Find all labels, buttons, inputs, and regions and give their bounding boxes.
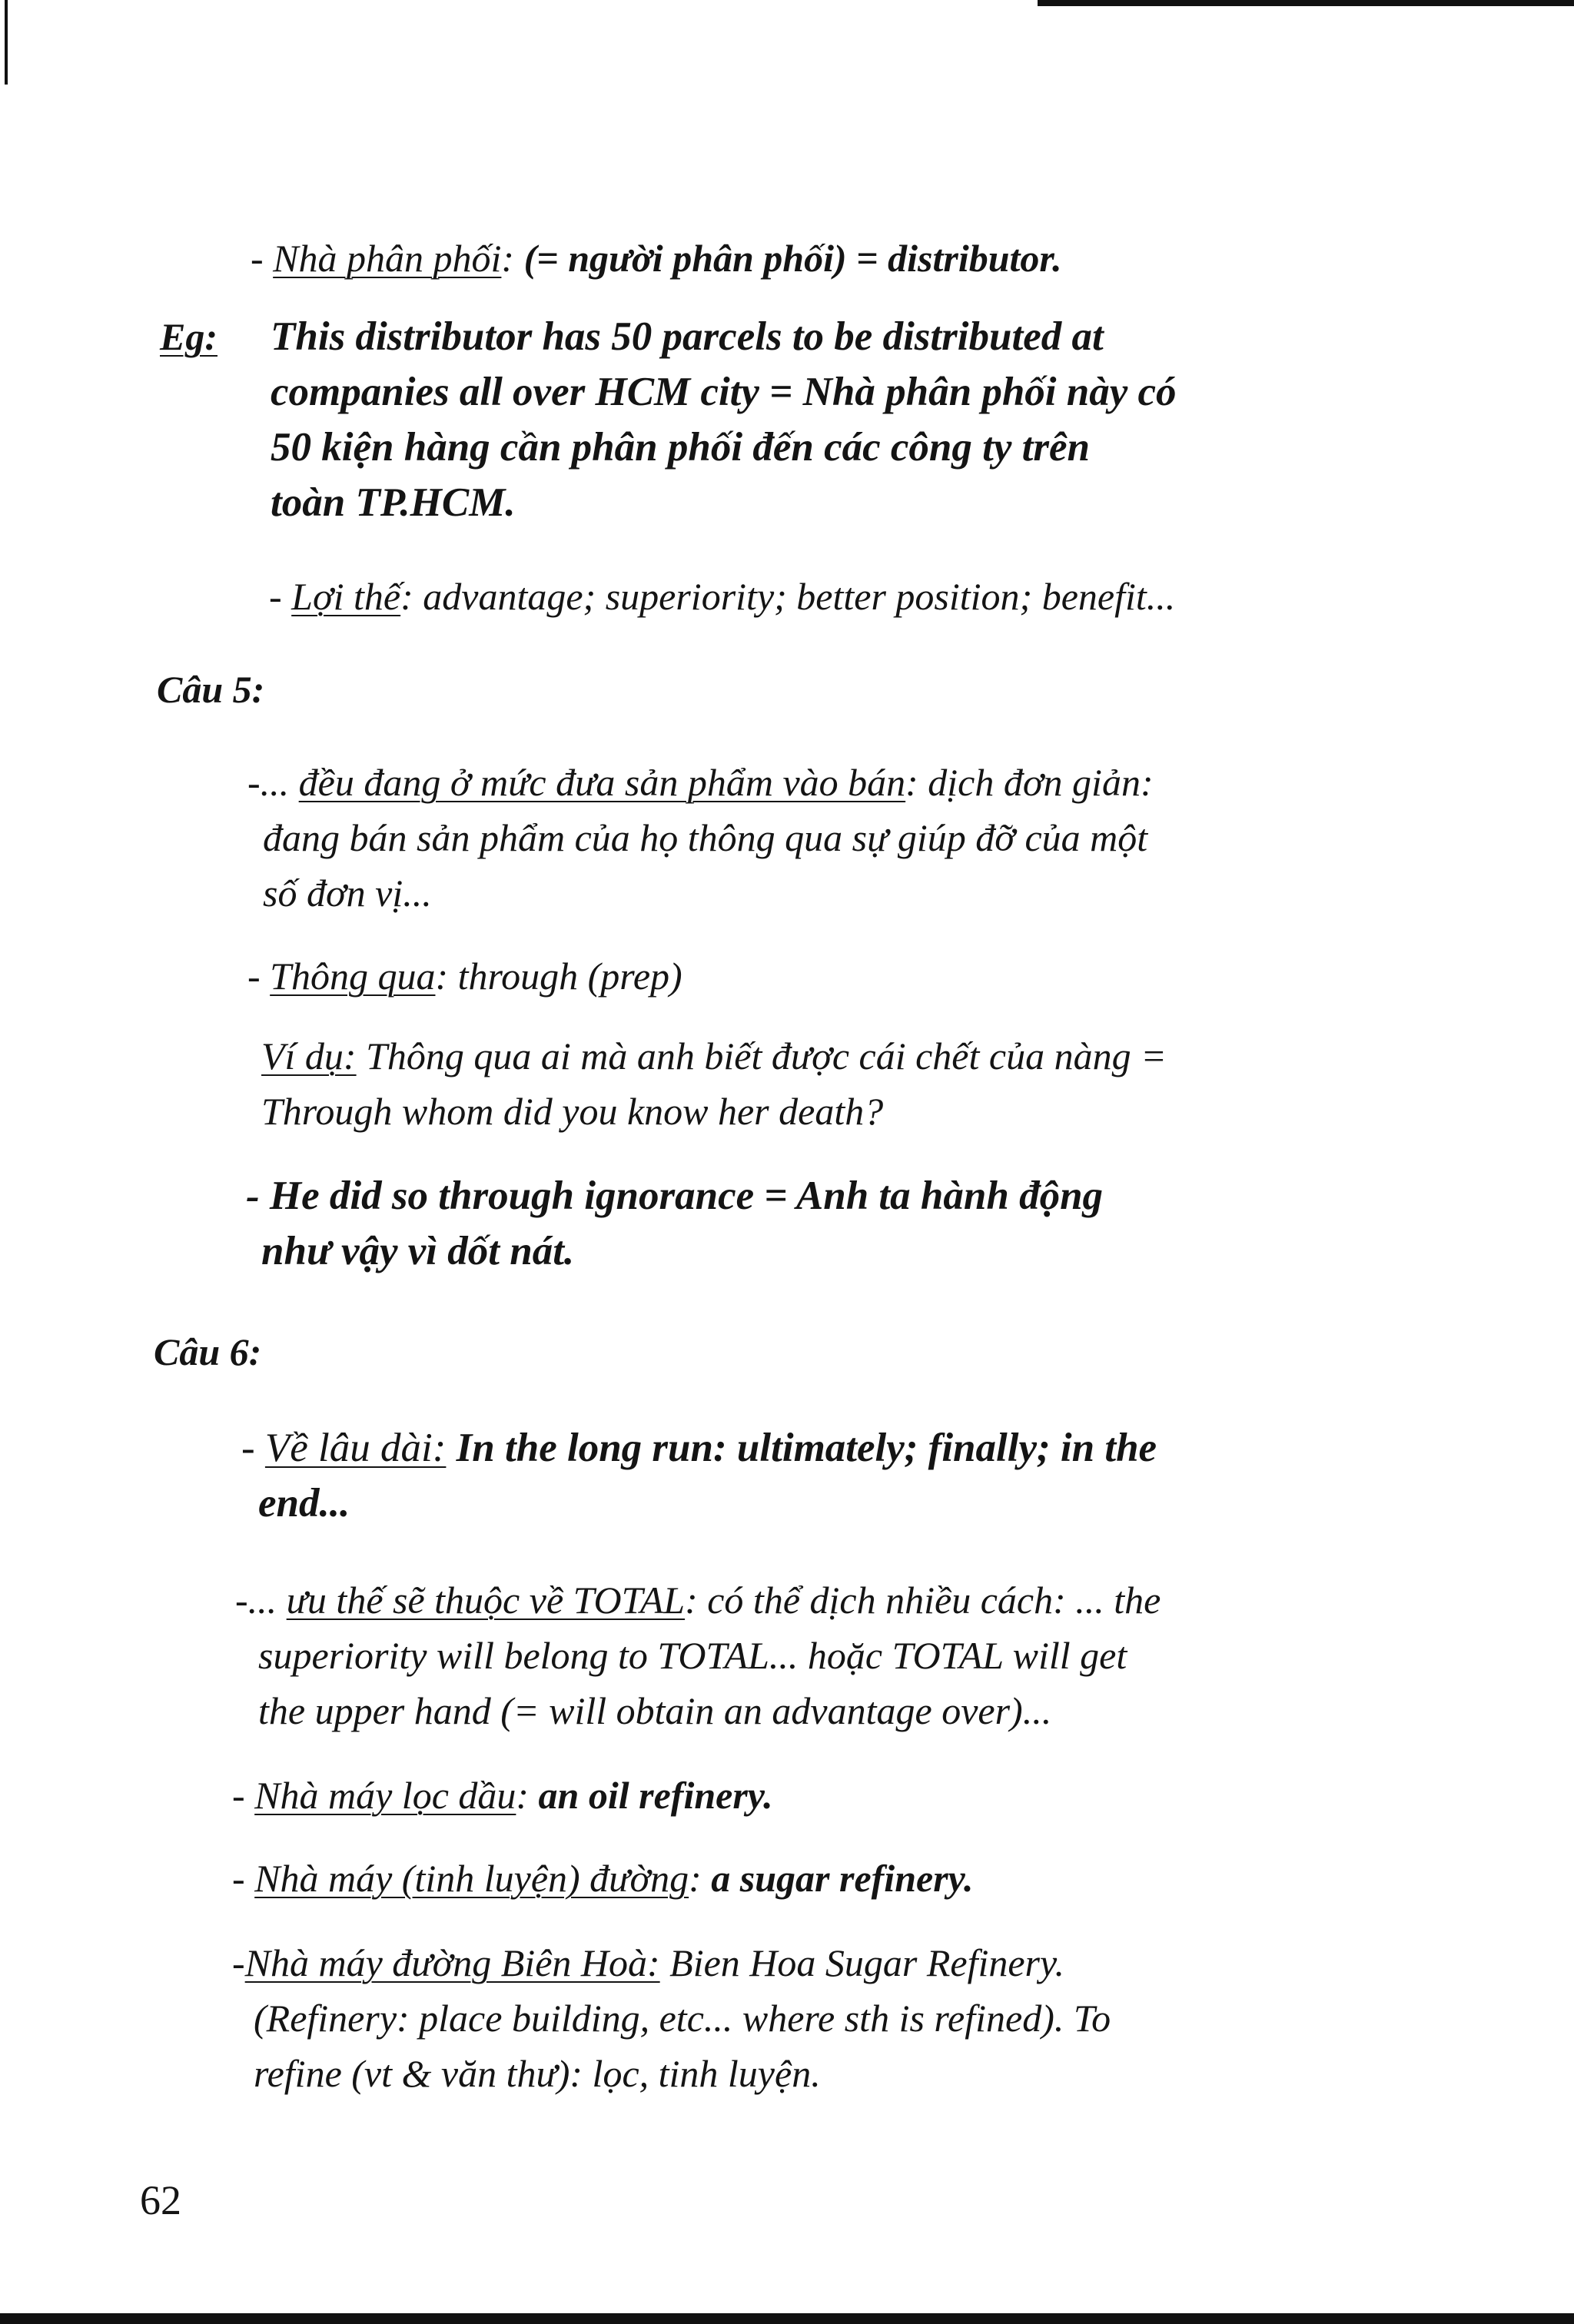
entry-line: superiority will belong to TOTAL... hoặc TOTAL will get [258, 1634, 1127, 1677]
example-text [271, 309, 1177, 530]
entry-advantage [269, 569, 1175, 624]
example-line: như vậy vì dốt nát. [261, 1229, 575, 1273]
entry-line: the upper hand (= will obtain an advantage over)... [258, 1689, 1052, 1732]
entry-dash: - [232, 1941, 245, 1984]
example-line: Through whom did you know her death? [261, 1090, 884, 1133]
entry-through [247, 948, 682, 1004]
section-heading-text: Câu 5: [157, 668, 265, 711]
example-ignorance [246, 1168, 1103, 1279]
entry-line: end... [258, 1481, 350, 1526]
scan-border-bottom [0, 2313, 1574, 2324]
example-line: This distributor has 50 parcels to be distributed at [271, 314, 1104, 359]
entry-term: đều đang ở mức đưa sản phẩm vào bán [298, 761, 906, 804]
example-label-text: Eg: [160, 315, 218, 358]
page-number: 62 [140, 2177, 181, 2223]
entry-term: Thông qua [270, 954, 436, 998]
example-term: Ví dụ: [261, 1034, 357, 1077]
entry-term: Về lâu dài: [264, 1426, 447, 1470]
example-line: 50 kiện hàng cần phân phối đến các công ty trên [271, 425, 1090, 470]
section-heading-cau-6 [154, 1330, 261, 1374]
scan-border-left [5, 0, 8, 85]
example-definition: Thông qua ai mà anh biết được cái chết của nàng = [356, 1034, 1167, 1077]
entry-selling-products [247, 755, 1154, 921]
entry-bien-hoa-refinery [232, 1935, 1111, 2101]
entry-definition: : advantage; superiority; better position; benefit... [400, 575, 1176, 618]
entry-definition: : có thể dịch nhiều cách: ... the [685, 1579, 1161, 1622]
entry-line: đang bán sản phẩm của họ thông qua sự giúp đỡ của một [263, 816, 1148, 859]
entry-definition: a sugar refinery. [711, 1857, 974, 1900]
section-heading-text: Câu 6: [154, 1330, 262, 1373]
entry-sugar-refinery [232, 1851, 974, 1906]
entry-colon: : [689, 1857, 712, 1900]
section-heading-cau-5 [157, 667, 264, 712]
example-line: companies all over HCM city = Nhà phân phối này có [271, 370, 1177, 414]
entry-definition: an oil refinery. [538, 1774, 773, 1817]
entry-term: ưu thế sẽ thuộc về TOTAL [286, 1579, 686, 1622]
example-label [160, 309, 218, 364]
entry-dash: - [247, 954, 271, 998]
entry-oil-refinery [232, 1768, 773, 1823]
entry-term: Nhà máy (tinh luyện) đường [254, 1857, 689, 1900]
entry-term: Lợi thế [291, 575, 401, 618]
entry-line: refine (vt & văn thư): lọc, tinh luyện. [254, 2052, 821, 2095]
entry-colon: : [501, 237, 524, 280]
entry-definition: : through (prep) [435, 954, 682, 998]
example-through [261, 1028, 1167, 1139]
entry-superiority [235, 1572, 1161, 1738]
entry-line: số đơn vị... [263, 872, 432, 915]
entry-term: Nhà máy đường Biên Hoà: [244, 1941, 660, 1984]
entry-distributor [251, 231, 1062, 286]
entry-definition: In the long run: ultimately; finally; in the [446, 1426, 1157, 1470]
entry-dash: -... [247, 761, 299, 804]
entry-term: Nhà phân phối [273, 237, 502, 280]
entry-definition: : dịch đơn giản: [905, 761, 1154, 804]
entry-dash: - [232, 1857, 255, 1900]
entry-dash: - [251, 237, 274, 280]
entry-dash: -... [235, 1579, 287, 1622]
entry-dash: - [241, 1426, 265, 1470]
example-line: - He did so through ignorance = Anh ta hành động [246, 1174, 1104, 1218]
entry-definition: Bien Hoa Sugar Refinery. [659, 1941, 1064, 1984]
scan-border-top [1038, 0, 1574, 6]
entry-line: (Refinery: place building, etc... where sth is refined). To [254, 1997, 1111, 2040]
entry-dash: - [232, 1774, 255, 1817]
entry-colon: : [516, 1774, 539, 1817]
entry-dash: - [269, 575, 292, 618]
entry-term: Nhà máy lọc dầu [254, 1774, 516, 1817]
entry-definition: (= người phân phối) = distributor. [523, 237, 1062, 280]
entry-long-run [241, 1420, 1157, 1531]
example-line: toàn TP.HCM. [271, 480, 516, 525]
